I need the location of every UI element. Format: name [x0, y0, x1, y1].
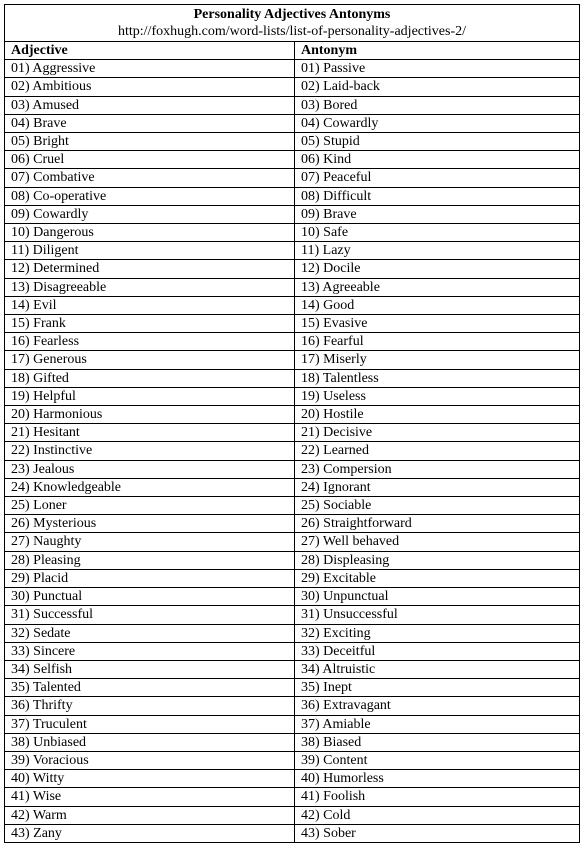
adjective-cell: 34) Selfish [5, 660, 295, 678]
table-row [5, 715, 580, 733]
adjective-cell: 02) Ambitious [5, 78, 295, 96]
antonym-cell: 24) Ignorant [295, 478, 580, 496]
antonym-cell: 05) Stupid [295, 133, 580, 151]
table-row [5, 151, 580, 169]
adjective-cell: 35) Talented [5, 679, 295, 697]
adjective-cell: 03) Amused [5, 96, 295, 114]
adjective-cell: 04) Brave [5, 114, 295, 132]
column-header-antonym: Antonym [295, 42, 580, 60]
antonym-cell: 13) Agreeable [295, 278, 580, 296]
adjective-cell: 31) Successful [5, 606, 295, 624]
adjective-cell: 12) Determined [5, 260, 295, 278]
adjective-cell: 39) Voracious [5, 751, 295, 769]
table-row [5, 133, 580, 151]
table-row [5, 278, 580, 296]
source-url: http://foxhugh.com/word-lists/list-of-personality-adjectives-2/ [118, 24, 466, 39]
adjective-cell: 42) Warm [5, 806, 295, 824]
table-row [5, 533, 580, 551]
table-row [5, 460, 580, 478]
antonym-cell: 27) Well behaved [295, 533, 580, 551]
antonym-cell: 09) Brave [295, 205, 580, 223]
antonym-cell: 11) Lazy [295, 242, 580, 260]
adjective-cell: 21) Hesitant [5, 424, 295, 442]
table-row [5, 624, 580, 642]
antonym-cell: 10) Safe [295, 224, 580, 242]
column-header-adjective: Adjective [5, 42, 295, 60]
adjective-cell: 36) Thrifty [5, 697, 295, 715]
antonym-cell: 02) Laid-back [295, 78, 580, 96]
adjective-cell: 19) Helpful [5, 387, 295, 405]
adjective-cell: 28) Pleasing [5, 551, 295, 569]
antonym-cell: 20) Hostile [295, 406, 580, 424]
adjective-cell: 38) Unbiased [5, 733, 295, 751]
adjective-cell: 41) Wise [5, 788, 295, 806]
antonym-cell: 25) Sociable [295, 497, 580, 515]
table-row [5, 224, 580, 242]
antonym-cell: 03) Bored [295, 96, 580, 114]
antonym-cell: 19) Useless [295, 387, 580, 405]
antonym-cell: 39) Content [295, 751, 580, 769]
adjective-cell: 05) Bright [5, 133, 295, 151]
adjective-cell: 09) Cowardly [5, 205, 295, 223]
antonym-cell: 14) Good [295, 296, 580, 314]
antonym-cell: 34) Altruistic [295, 660, 580, 678]
adjective-cell: 30) Punctual [5, 588, 295, 606]
table-row [5, 260, 580, 278]
adjective-cell: 22) Instinctive [5, 442, 295, 460]
adjective-cell: 07) Combative [5, 169, 295, 187]
table-row [5, 751, 580, 769]
adjective-cell: 17) Generous [5, 351, 295, 369]
table-row [5, 497, 580, 515]
adjective-cell: 08) Co-operative [5, 187, 295, 205]
title-cell [5, 5, 580, 42]
table-row [5, 205, 580, 223]
table-row [5, 351, 580, 369]
antonym-cell: 36) Extravagant [295, 697, 580, 715]
table-row [5, 242, 580, 260]
adjective-cell: 11) Diligent [5, 242, 295, 260]
antonym-cell: 23) Compersion [295, 460, 580, 478]
adjective-cell: 10) Dangerous [5, 224, 295, 242]
antonym-cell: 32) Exciting [295, 624, 580, 642]
table-row [5, 315, 580, 333]
adjective-cell: 27) Naughty [5, 533, 295, 551]
table-row [5, 515, 580, 533]
table-row [5, 660, 580, 678]
adjective-cell: 20) Harmonious [5, 406, 295, 424]
adjective-cell: 01) Aggressive [5, 60, 295, 78]
adjective-cell: 25) Loner [5, 497, 295, 515]
antonym-cell: 35) Inept [295, 679, 580, 697]
antonym-cell: 01) Passive [295, 60, 580, 78]
adjective-cell: 16) Fearless [5, 333, 295, 351]
table-row [5, 333, 580, 351]
table-row [5, 296, 580, 314]
antonym-cell: 07) Peaceful [295, 169, 580, 187]
adjective-cell: 13) Disagreeable [5, 278, 295, 296]
table-row [5, 114, 580, 132]
adjective-cell: 29) Placid [5, 569, 295, 587]
table-body [5, 60, 580, 843]
table-row [5, 78, 580, 96]
table-row [5, 788, 580, 806]
table-row [5, 369, 580, 387]
table-row [5, 406, 580, 424]
table-row [5, 806, 580, 824]
table-row [5, 424, 580, 442]
table-row [5, 697, 580, 715]
adjective-cell: 33) Sincere [5, 642, 295, 660]
antonym-cell: 41) Foolish [295, 788, 580, 806]
adjective-cell: 26) Mysterious [5, 515, 295, 533]
antonym-cell: 18) Talentless [295, 369, 580, 387]
antonym-cell: 17) Miserly [295, 351, 580, 369]
antonym-cell: 43) Sober [295, 824, 580, 842]
table-row [5, 770, 580, 788]
table-row [5, 60, 580, 78]
antonym-cell: 33) Deceitful [295, 642, 580, 660]
adjective-cell: 14) Evil [5, 296, 295, 314]
antonym-cell: 04) Cowardly [295, 114, 580, 132]
table-row [5, 606, 580, 624]
table-row [5, 387, 580, 405]
antonym-cell: 15) Evasive [295, 315, 580, 333]
table-row [5, 824, 580, 842]
antonym-cell: 37) Amiable [295, 715, 580, 733]
table-row [5, 569, 580, 587]
antonym-cell: 40) Humorless [295, 770, 580, 788]
adjective-cell: 23) Jealous [5, 460, 295, 478]
table-row [5, 588, 580, 606]
table-row [5, 679, 580, 697]
antonym-cell: 08) Difficult [295, 187, 580, 205]
antonym-cell: 42) Cold [295, 806, 580, 824]
antonym-cell: 06) Kind [295, 151, 580, 169]
antonym-cell: 16) Fearful [295, 333, 580, 351]
antonym-cell: 28) Displeasing [295, 551, 580, 569]
antonym-cell: 30) Unpunctual [295, 588, 580, 606]
table-row [5, 642, 580, 660]
table-row [5, 96, 580, 114]
antonym-cell: 21) Decisive [295, 424, 580, 442]
adjective-cell: 43) Zany [5, 824, 295, 842]
antonym-cell: 22) Learned [295, 442, 580, 460]
table-row [5, 169, 580, 187]
adjective-cell: 06) Cruel [5, 151, 295, 169]
adjective-cell: 15) Frank [5, 315, 295, 333]
antonyms-table [4, 4, 580, 843]
table-row [5, 478, 580, 496]
antonym-cell: 26) Straightforward [295, 515, 580, 533]
column-header-row [5, 42, 580, 60]
adjective-cell: 24) Knowledgeable [5, 478, 295, 496]
title-row [5, 5, 580, 42]
adjective-cell: 40) Witty [5, 770, 295, 788]
antonym-cell: 31) Unsuccessful [295, 606, 580, 624]
antonym-cell: 38) Biased [295, 733, 580, 751]
adjective-cell: 37) Truculent [5, 715, 295, 733]
adjective-cell: 32) Sedate [5, 624, 295, 642]
table-row [5, 733, 580, 751]
adjective-cell: 18) Gifted [5, 369, 295, 387]
antonym-cell: 29) Excitable [295, 569, 580, 587]
antonym-cell: 12) Docile [295, 260, 580, 278]
table-row [5, 551, 580, 569]
table-row [5, 442, 580, 460]
table-row [5, 187, 580, 205]
document-title: Personality Adjectives Antonyms [193, 7, 391, 22]
